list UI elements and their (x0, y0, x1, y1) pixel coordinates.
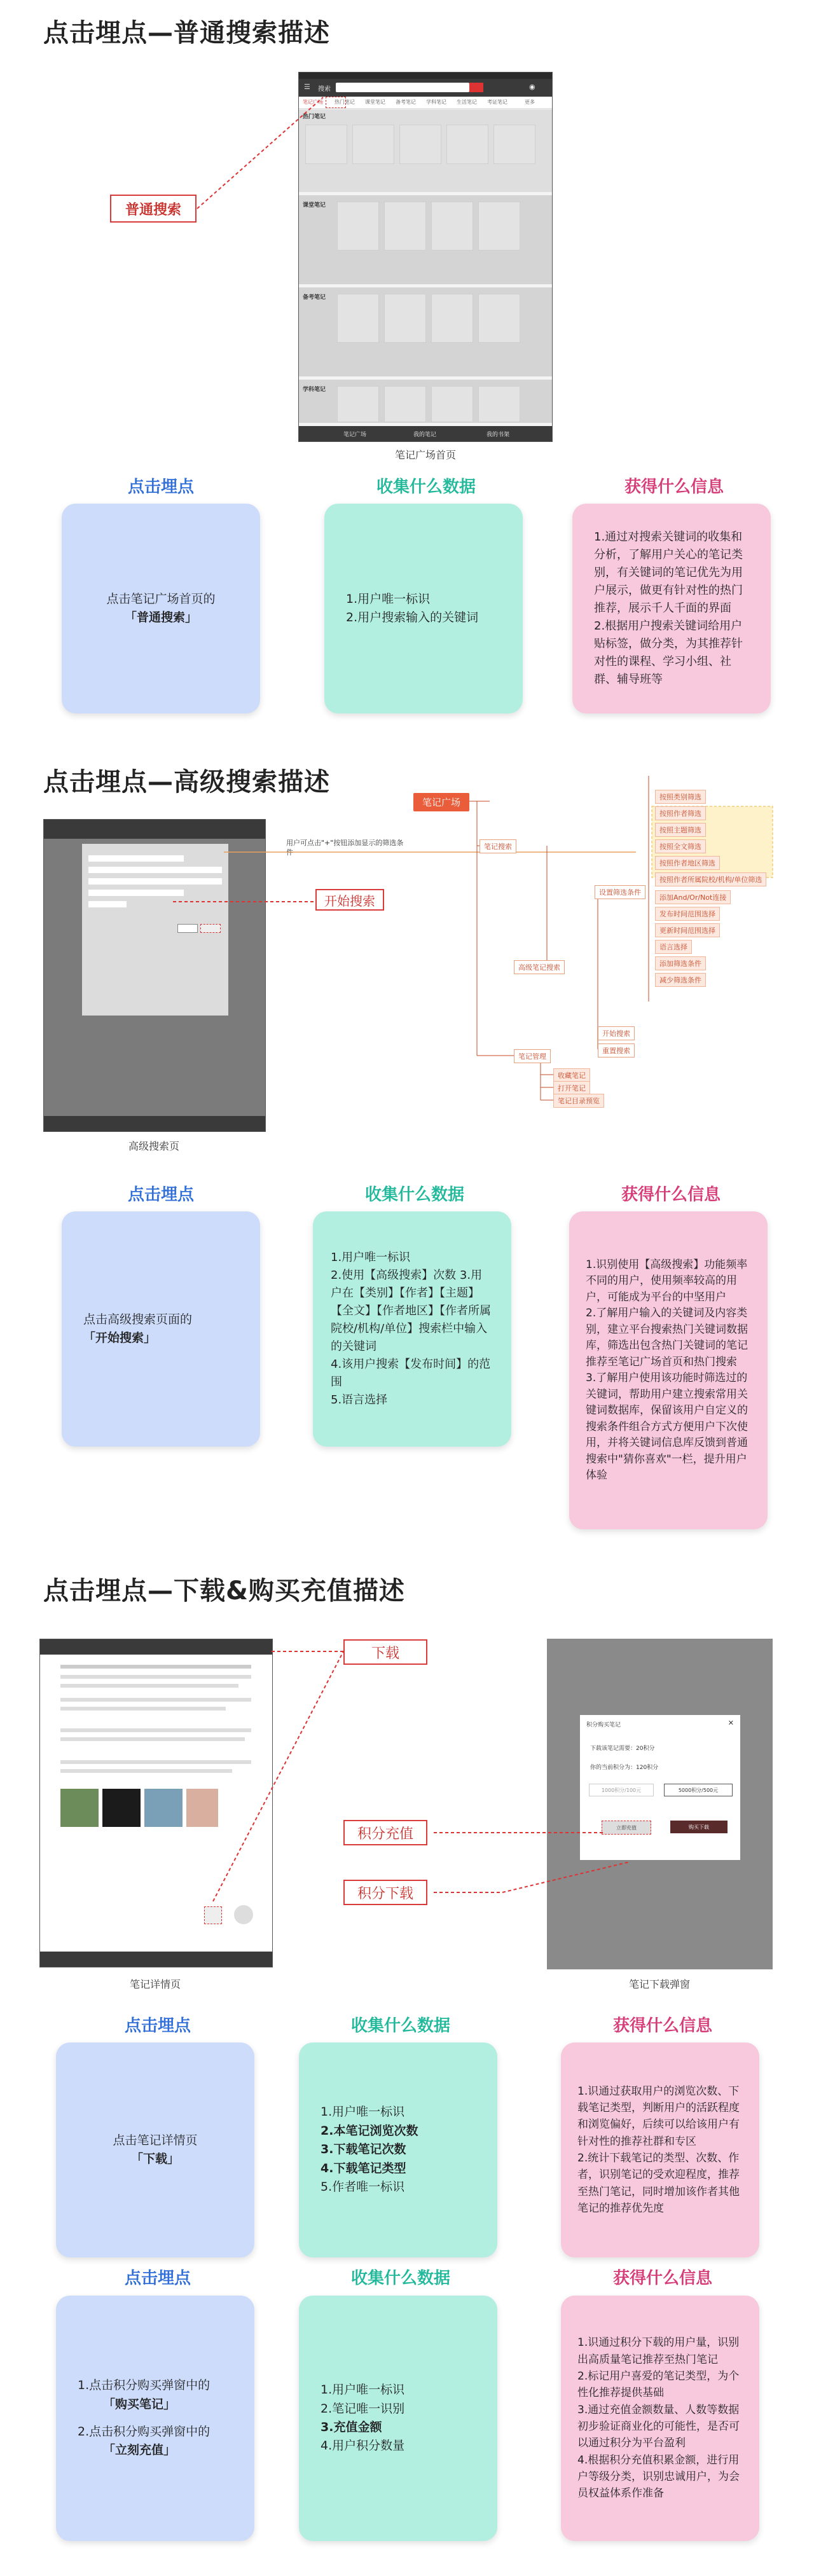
card-line: 1.点击积分购买弹窗中的 (78, 2378, 210, 2393)
event-card (62, 504, 260, 713)
card-line: 1.用户唯一标识 (321, 2105, 405, 2119)
card-line: 3.充值金额 (321, 2420, 382, 2434)
card-line: 2.统计下载笔记的类型、次数、作者，识别笔记的受欢迎程度，推荐至热门笔记，同时增加该作者其他笔记的推荐优先度 (577, 2152, 740, 2215)
note-text: 用户可点击"+"按钮添加显示的筛选条件 (286, 839, 404, 857)
card-line: 5.作者唯一标识 (321, 2180, 405, 2194)
card-line: 2.笔记唯一识别 (321, 2401, 405, 2416)
category-label: 课堂笔记 (303, 202, 326, 209)
bottom-tab[interactable]: 我的书架 (486, 432, 510, 438)
popup-line: 你的当前积分为：120积分 (590, 1765, 659, 1771)
column-title: 收集什么数据 (350, 2269, 450, 2288)
filter-item: 发布时间范围选择 (655, 907, 720, 921)
tab-5[interactable]: 生活笔记 (457, 99, 477, 105)
card-line: 3.通过充值金额数量、人数等数据初步验证商业化的可能性，是否可以通过积分为平台盈利 (577, 2403, 740, 2450)
insight-card (572, 504, 771, 713)
card-line: 1.用户唯一标识 (331, 1251, 411, 1265)
buy-download-button[interactable]: 购买下载 (670, 1821, 728, 1833)
caption: 笔记下载弹窗 (628, 1978, 690, 1990)
tab-1[interactable]: 热门笔记 (335, 99, 355, 105)
filter-item: 按照全文筛选 (655, 839, 706, 853)
column-title: 收集什么数据 (376, 478, 476, 497)
filter-item: 更新时间范围选择 (655, 923, 720, 937)
option-2[interactable]: 5000积分/500元 (664, 1784, 733, 1796)
tab-0[interactable]: 笔记广场 (303, 99, 323, 105)
card-line: 2.了解用户输入的关键词及内容类别，建立平台搜索热门关键词数据库，筛选出包含热门关键词的笔记推荐至笔记广场首页和热门搜索 (586, 1307, 748, 1368)
mindmap-leaf: 笔记目录预览 (553, 1094, 604, 1108)
tab-4[interactable]: 学科笔记 (426, 99, 446, 105)
mindmap-node: 高级笔记搜索 (514, 960, 565, 974)
insight-card (561, 2042, 759, 2257)
tab-3[interactable]: 备考笔记 (396, 99, 416, 105)
section3-title: 点击埋点—下载&购买充值描述 (43, 1576, 405, 1606)
filter-item: 添加筛选条件 (655, 956, 706, 970)
card-line: 2.本笔记浏览次数 (321, 2123, 418, 2138)
card-line: 1.通过对搜索关键词的收集和分析，了解用户关心的笔记类别，有关键词的笔记优先为用户展示，做更有针对性的热门推荐，展示千人千面的界面 (594, 530, 743, 616)
column-title: 点击埋点 (127, 478, 194, 497)
tab-2[interactable]: 课堂笔记 (365, 99, 385, 105)
section1-title: 点击埋点—普通搜索描述 (43, 18, 330, 48)
card-line: 「普通搜索」 (124, 610, 197, 624)
data-card (299, 2042, 497, 2257)
column-title: 获得什么信息 (612, 2016, 712, 2035)
card-line: 2.使用【高级搜索】次数 3.用户在【类别】【作者】【主题】【全文】【作者地区】【作者所属院校/机构/单位】搜索栏中输入的关键词 (331, 1269, 491, 1353)
card-line: 点击笔记详情页 (113, 2133, 198, 2147)
card-line: 4.下载笔记类型 (321, 2161, 406, 2175)
mindmap-node: 重置搜索 (598, 1043, 635, 1057)
caption: 高级搜索页 (128, 1140, 179, 1152)
filter-item: 按照作者所属院校/机构/单位筛选 (655, 872, 766, 886)
caption: 笔记详情页 (129, 1978, 181, 1990)
card-line: 2.点击积分购买弹窗中的 (78, 2425, 210, 2439)
recharge-button[interactable]: 立即充值 (602, 1821, 651, 1835)
connector-lines (0, 0, 814, 483)
caption: 笔记广场首页 (394, 449, 456, 461)
event-card (62, 1211, 260, 1447)
card-line: 点击高级搜索页面的 (83, 1312, 193, 1326)
card-line: 2.根据用户搜索关键词给用户贴标签，做分类，为其推荐针对性的课程、学习小组、社群、辅导班等 (594, 619, 743, 686)
mindmap-node: 笔记搜索 (479, 839, 516, 853)
category-label: 热门笔记 (303, 114, 326, 120)
card-line: 1.用户唯一标识 (321, 2383, 405, 2397)
app-title: 搜索 (318, 86, 331, 93)
option-1[interactable]: 1000积分/100元 (589, 1784, 654, 1796)
connector-lines (0, 1628, 814, 1984)
column-title: 获得什么信息 (621, 1185, 721, 1204)
column-title: 点击埋点 (124, 2269, 191, 2288)
menu-icon[interactable]: ☰ (304, 83, 310, 91)
card-line: 2.用户搜索输入的关键词 (346, 610, 479, 624)
data-card (299, 2296, 497, 2541)
recharge-callout: 积分充值 (343, 1820, 427, 1845)
column-title: 点击埋点 (127, 1185, 194, 1204)
card-line: 4.根据积分充值积累金额，进行用户等级分类，识别忠诚用户，为会员权益体系作准备 (577, 2453, 740, 2500)
card-line: 「下载」 (130, 2152, 179, 2166)
filter-item: 按照作者地区筛选 (655, 856, 720, 870)
category-label: 备考笔记 (303, 294, 326, 301)
section2-title: 点击埋点—高级搜索描述 (43, 768, 330, 797)
column-title: 获得什么信息 (624, 478, 724, 497)
popup-line: 下载该笔记需要：20积分 (590, 1746, 655, 1752)
mindmap-leaf: 收藏笔记 (553, 1068, 590, 1082)
event-card (56, 2042, 254, 2257)
card-line: 5.语言选择 (331, 1393, 388, 1407)
card-line: 「立刻充值」 (103, 2443, 176, 2458)
mindmap-leaf: 打开笔记 (553, 1081, 590, 1095)
filter-item: 按照主题筛选 (655, 823, 706, 837)
insight-card (561, 2296, 759, 2541)
card-line: 3.下载笔记次数 (321, 2142, 406, 2157)
card-line: 4.该用户搜索【发布时间】的范围 (331, 1357, 491, 1389)
mindmap-root: 笔记广场 (413, 793, 469, 811)
card-line: 点击笔记广场首页的 (106, 591, 216, 606)
close-icon[interactable]: ✕ (728, 1719, 734, 1727)
filter-item: 减少筛选条件 (655, 973, 706, 987)
event-card (56, 2296, 254, 2541)
column-title: 收集什么数据 (364, 1185, 464, 1204)
data-card (313, 1211, 511, 1447)
filter-item: 添加And/Or/Not连接 (655, 890, 731, 904)
download-callout: 下载 (343, 1639, 427, 1665)
normal-search-callout: 普通搜索 (110, 195, 197, 223)
tab-7[interactable]: 更多 (525, 99, 535, 105)
filter-item: 按照作者筛选 (655, 806, 706, 820)
popup-title: 积分购买笔记 (586, 1722, 621, 1728)
card-line: 2.标记用户喜爱的笔记类型，为个性化推荐提供基础 (577, 2369, 740, 2400)
points-download-callout: 积分下载 (343, 1880, 427, 1905)
category-label: 学科笔记 (303, 387, 326, 393)
mindmap-node: 笔记管理 (514, 1049, 551, 1063)
column-title: 获得什么信息 (612, 2269, 712, 2288)
bottom-tab[interactable]: 我的笔记 (413, 432, 437, 438)
column-title: 点击埋点 (124, 2016, 191, 2035)
mindmap-node: 设置筛选条件 (595, 885, 645, 899)
card-line: 1.识别使用【高级搜索】功能频率不同的用户，使用频率较高的用户，可能成为平台的中坚用户 (586, 1258, 748, 1304)
insight-card (569, 1211, 768, 1529)
filter-item: 语言选择 (655, 940, 692, 954)
bottom-tab[interactable]: 笔记广场 (343, 432, 367, 438)
card-line: 4.用户积分数量 (321, 2439, 405, 2453)
column-title: 收集什么数据 (350, 2016, 450, 2035)
card-line: 1.识通过获取用户的浏览次数、下载笔记类型，判断用户的活跃程度和浏览偏好，后续可以给该用户有针对性的推荐社群和专区 (577, 2084, 740, 2148)
card-line: 「购买笔记」 (103, 2397, 176, 2411)
card-line: 「开始搜索」 (83, 1331, 156, 1345)
mindmap-node: 开始搜索 (598, 1026, 635, 1040)
tab-6[interactable]: 考证笔记 (487, 99, 507, 105)
data-card (324, 504, 523, 713)
start-search-callout: 开始搜索 (315, 889, 384, 911)
card-line: 3.了解用户使用该功能时筛选过的关键词，帮助用户建立搜索常用关键词数据库，保留该用户自定义的搜索条件组合方式方便用户下次使用，并将关键词信息库反馈到普通搜索中"猜你喜欢"一栏，提升用户体验 (586, 1372, 748, 1482)
user-icon[interactable]: ◉ (529, 83, 535, 91)
filter-item: 按照类别筛选 (655, 790, 706, 804)
card-line: 1.识通过积分下载的用户量，识别出高质量笔记推荐至热门笔记 (577, 2336, 740, 2366)
card-line: 1.用户唯一标识 (346, 591, 431, 606)
